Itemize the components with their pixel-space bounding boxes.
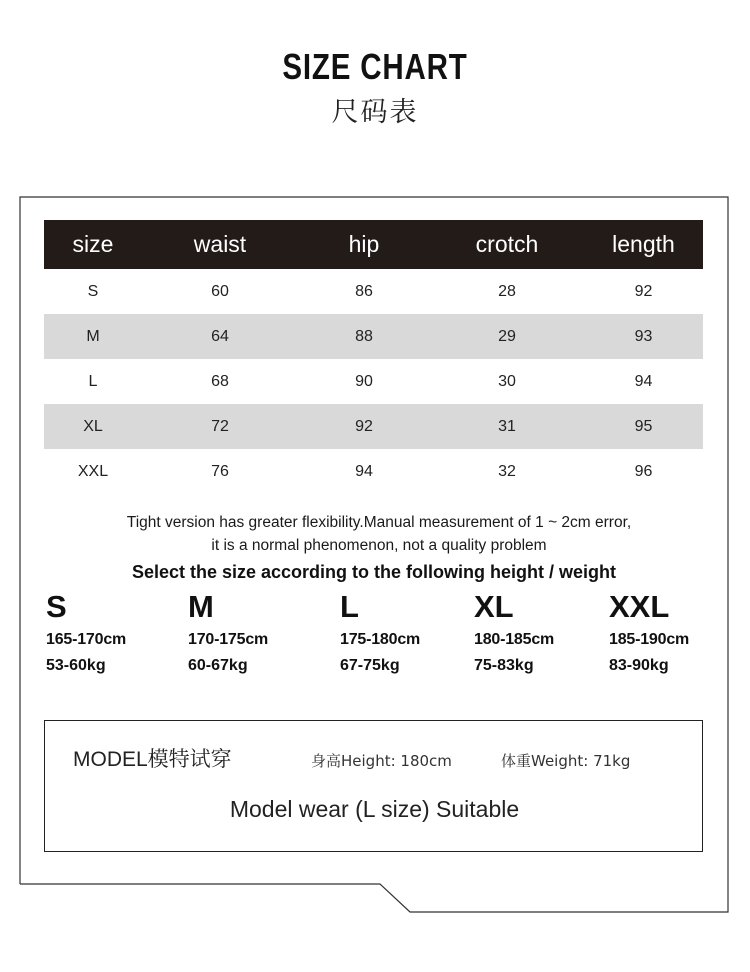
- size-guide-weight: 53-60kg: [46, 657, 106, 674]
- table-row: [44, 269, 703, 314]
- size-guide-weight: 75-83kg: [474, 657, 534, 674]
- size-guide-item-m: [188, 588, 268, 676]
- col-header-length: length: [612, 231, 675, 257]
- col-header-hip: hip: [348, 231, 380, 257]
- size-guide-height: 175-180cm: [340, 631, 421, 648]
- size-guide-title: Select the size according to the following height / weight: [131, 562, 617, 582]
- size-guide-item-xxl: [609, 588, 689, 676]
- cell-size: M: [86, 327, 100, 345]
- size-guide-size: XXL: [609, 589, 670, 624]
- size-table: [44, 220, 703, 494]
- size-guide-size: S: [46, 589, 67, 624]
- size-guide-size: XL: [474, 589, 514, 624]
- cell-size: XL: [83, 417, 103, 435]
- cell-length: 92: [634, 282, 653, 300]
- page-subtitle: 尺码表: [331, 97, 419, 128]
- table-header: [44, 220, 703, 269]
- table-row: [44, 314, 703, 359]
- cell-length: 95: [634, 417, 653, 435]
- size-guide-item-xl: [474, 588, 554, 676]
- cell-size: L: [88, 372, 98, 390]
- size-guide-item-s: [46, 588, 126, 676]
- cell-crotch: 31: [498, 417, 516, 435]
- col-header-crotch: crotch: [475, 231, 539, 257]
- cell-size: S: [87, 282, 99, 300]
- cell-waist: 60: [211, 282, 229, 300]
- note-line: it is a normal phenomenon, not a quality problem: [211, 537, 547, 554]
- size-guide-height: 170-175cm: [188, 631, 269, 648]
- table-row: [44, 359, 703, 404]
- model-label: MODEL模特试穿: [73, 748, 232, 771]
- cell-crotch: 29: [498, 327, 516, 345]
- model-wear-text: Model wear (L size) Suitable: [229, 796, 520, 822]
- cell-hip: 90: [355, 372, 373, 390]
- cell-crotch: 28: [498, 282, 516, 300]
- size-guide-weight: 60-67kg: [188, 657, 248, 674]
- size-guide-weight: 83-90kg: [609, 657, 669, 674]
- note-line: Tight version has greater flexibility.Manual measurement of 1 ~ 2cm error,: [126, 514, 632, 531]
- size-guide-height: 165-170cm: [46, 631, 127, 648]
- cell-length: 96: [634, 462, 653, 480]
- measurement-note: [0, 511, 750, 557]
- col-header-waist: waist: [193, 231, 247, 257]
- size-guide-size: M: [188, 589, 214, 624]
- size-guide-height: 185-190cm: [609, 631, 690, 648]
- cell-hip: 94: [355, 462, 373, 480]
- cell-hip: 88: [355, 327, 373, 345]
- cell-waist: 72: [211, 417, 229, 435]
- size-guide-height: 180-185cm: [474, 631, 555, 648]
- cell-waist: 64: [211, 327, 229, 345]
- model-height: 身高Height: 180cm: [311, 752, 452, 770]
- cell-length: 93: [634, 327, 653, 345]
- cell-waist: 68: [211, 372, 229, 390]
- cell-crotch: 30: [498, 372, 516, 390]
- page-title: SIZE CHART: [282, 46, 468, 87]
- table-row: [44, 404, 703, 449]
- table-row: [44, 449, 703, 494]
- col-header-size: size: [72, 231, 114, 257]
- size-guide-size: L: [340, 589, 359, 624]
- cell-crotch: 32: [498, 462, 516, 480]
- model-info-box: [44, 720, 703, 852]
- size-guide-weight: 67-75kg: [340, 657, 400, 674]
- cell-hip: 86: [355, 282, 373, 300]
- cell-hip: 92: [355, 417, 373, 435]
- cell-waist: 76: [211, 462, 229, 480]
- size-guide-item-l: [340, 588, 420, 676]
- cell-size: XXL: [77, 462, 109, 480]
- model-weight: 体重Weight: 71kg: [501, 752, 631, 770]
- cell-length: 94: [634, 372, 653, 390]
- size-guide: [0, 588, 750, 680]
